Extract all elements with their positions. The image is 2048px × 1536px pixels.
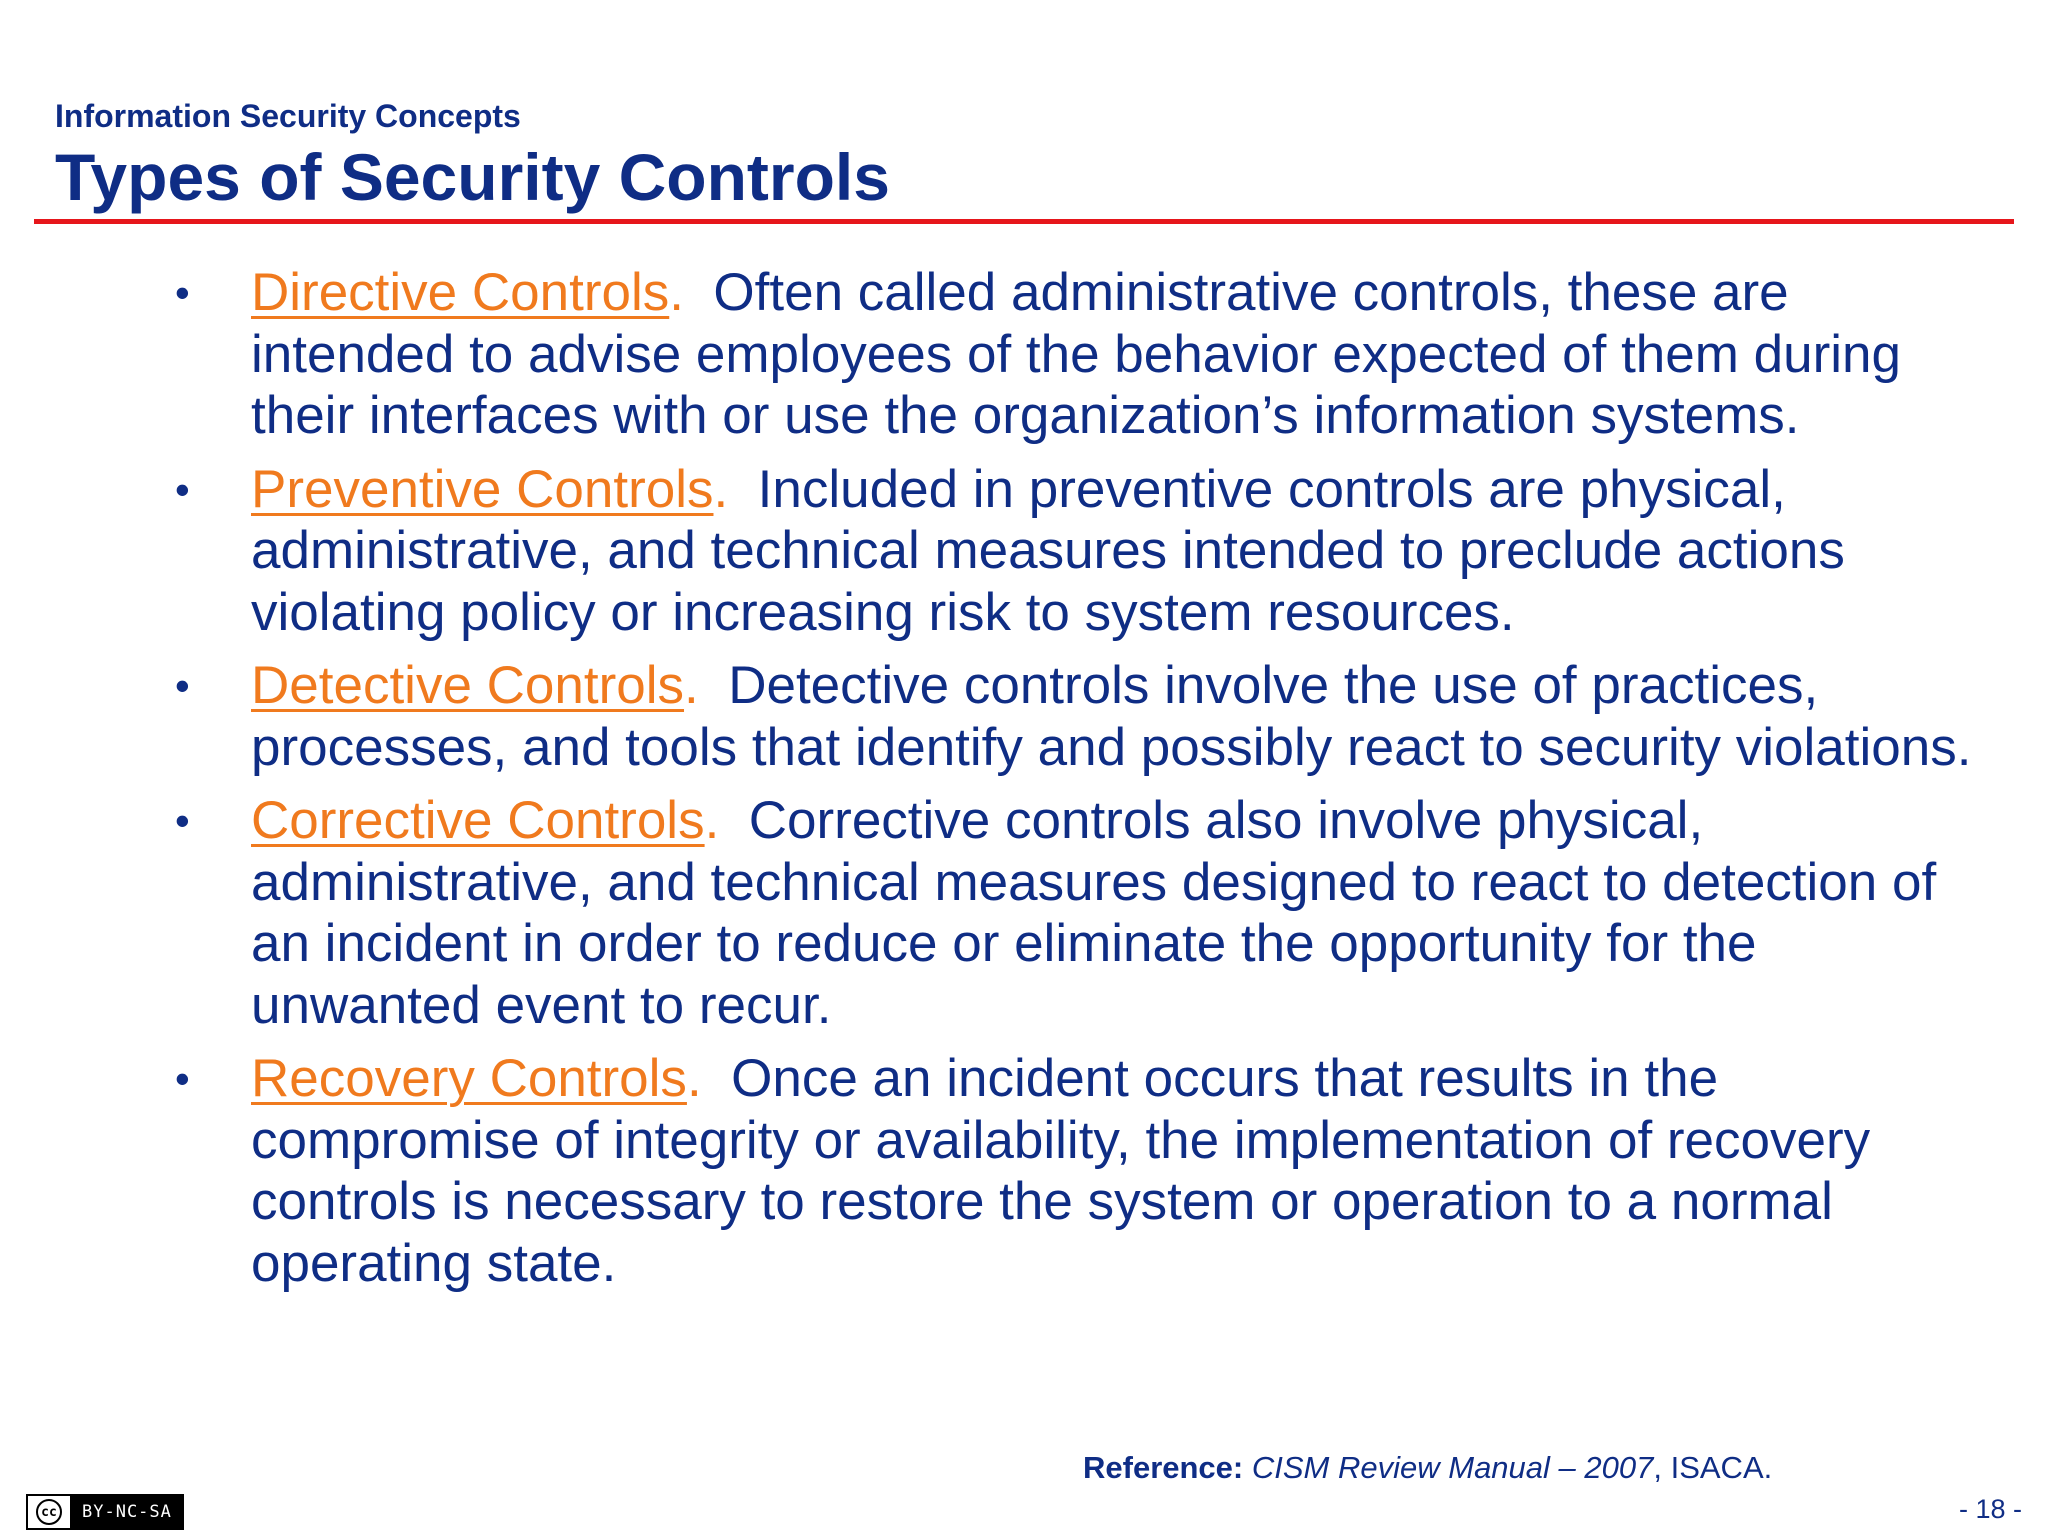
term-period: . bbox=[713, 459, 729, 519]
term-period: . bbox=[684, 656, 699, 715]
bullet-text: Often called administrative controls, these are intended to advise employees of the behavior expected of them during their interfaces with or use the organization’s information systems. bbox=[251, 263, 1916, 445]
cc-license-badge[interactable] bbox=[26, 1494, 184, 1530]
term-period: . bbox=[686, 1049, 702, 1108]
list-item-corrective bbox=[175, 790, 1985, 1036]
directive-controls-link[interactable]: Directive Controls bbox=[251, 263, 670, 322]
bullet-text: Included in preventive controls are physical, administrative, and technical measures intended to preclude actions violating policy or increasing risk to system resources. bbox=[251, 459, 1860, 642]
bullet-text: Detective controls involve the use of practices, processes, and tools that identify and possibly react to security violations. bbox=[251, 656, 1972, 777]
preventive-controls-link[interactable]: Preventive Controls bbox=[251, 459, 714, 519]
bullet-icon: • bbox=[175, 1055, 190, 1102]
list-item-detective bbox=[175, 655, 1985, 778]
reference-publisher: , ISACA. bbox=[1653, 1450, 1773, 1485]
list-item-directive bbox=[175, 262, 1985, 447]
cc-license-text: BY-NC-SA bbox=[72, 1496, 182, 1528]
reference-title: CISM Review Manual – 2007 bbox=[1251, 1450, 1654, 1485]
title-divider bbox=[34, 219, 2014, 224]
cc-logo-icon bbox=[28, 1496, 72, 1528]
bullet-icon: • bbox=[175, 662, 190, 709]
bullet-icon: • bbox=[175, 269, 190, 316]
bullet-icon: • bbox=[175, 465, 190, 513]
term-period: . bbox=[669, 263, 684, 322]
controls-list bbox=[175, 262, 1985, 1306]
page-number: - 18 - bbox=[1958, 1494, 2022, 1524]
term-period: . bbox=[704, 791, 720, 850]
reference-note bbox=[1083, 1450, 1772, 1486]
bullet-icon: • bbox=[175, 797, 190, 844]
slide-subtitle: Information Security Concepts bbox=[55, 98, 521, 134]
cc-logo-text: cc bbox=[36, 1499, 62, 1525]
list-item-recovery bbox=[175, 1048, 1985, 1294]
slide-title: Types of Security Controls bbox=[55, 140, 890, 214]
bullet-text: Once an incident occurs that results in the compromise of integrity or availability, the implementation of recovery controls is necessary to restore the system or operation to a normal operating state. bbox=[251, 1049, 1885, 1293]
corrective-controls-link[interactable]: Corrective Controls bbox=[251, 791, 705, 850]
reference-label: Reference: bbox=[1083, 1450, 1244, 1485]
bullet-text: Corrective controls also involve physical, administrative, and technical measures designed to react to detection of an incident in order to reduce or eliminate the opportunity for the unwanted event to recur. bbox=[251, 791, 1951, 1035]
detective-controls-link[interactable]: Detective Controls bbox=[251, 656, 685, 715]
recovery-controls-link[interactable]: Recovery Controls bbox=[251, 1049, 687, 1108]
list-item-preventive bbox=[175, 459, 1985, 644]
